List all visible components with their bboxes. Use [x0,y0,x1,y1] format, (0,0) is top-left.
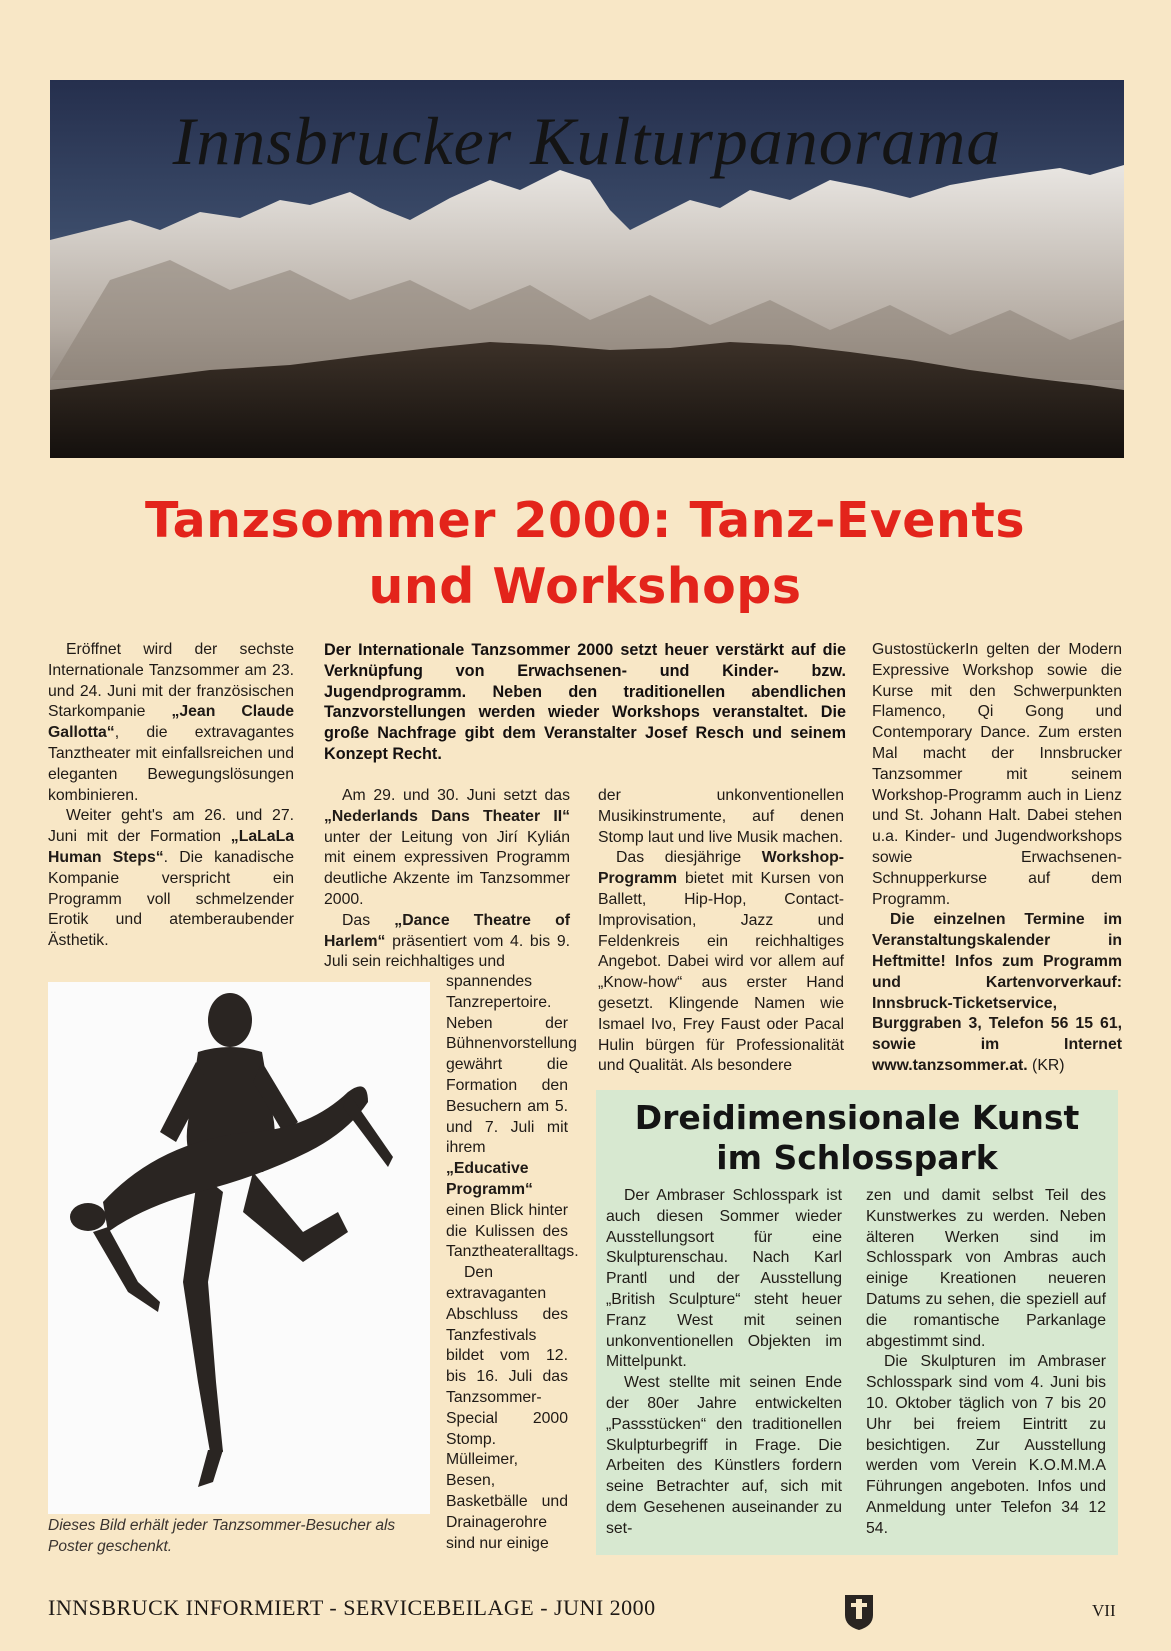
text: einen Blick hinter die Kulissen des Tanztheateralltags. [446,1201,579,1261]
dancers-illustration [48,982,430,1514]
paragraph: West stellte mit seinen Ende der 80er Jahre entwickelten „Passstücken“ den traditionellen Skulpturbegriff in Frage. Die Arbeiten des Künstlers fordern seine Betrachter auf, sich mit dem Gesehenen auseinander zu set- [606,1374,842,1537]
banner-title: Innsbrucker Kulturpanorama [172,103,1002,179]
highlight: Die einzelnen Termine im Veranstaltungskalender in Heftmitte! Infos zum Programm und Kartenvorverkauf: Innsbruck-Ticketservice, Burggraben 3, Telefon 56 15 61, sowie im Internet www.tanzsommer.at. [872,911,1122,1074]
headline [40,488,1130,620]
paragraph [598,848,844,1077]
box-column-right [866,1186,1106,1540]
headline-line-1: Tanzsommer 2000: Tanz-Events [144,492,1026,549]
paragraph: Den extravaganten Abschluss des Tanzfestivals bildet vom 12. bis 16. Juli das Tanzsommer-Special 2000 Stomp. Mülleimer, Besen, Basketbälle und Drainagerohre sind nur einige [446,1264,568,1552]
paragraph [872,910,1122,1076]
highlight: „Educative Programm“ [446,1160,533,1198]
text: (KR) [1027,1056,1065,1074]
article-column-4 [872,640,1122,1077]
dancers-photo [48,982,430,1514]
highlight: „Jean Claude Gallotta“ [48,703,294,742]
paragraph [446,972,579,1263]
text: Am 29. und 30. Juni setzt das [342,787,570,804]
paragraph [324,911,570,973]
box-column-left [606,1186,842,1540]
box-title [596,1098,1118,1178]
highlight: Workshop-Programm [598,849,844,888]
highlight: „LaLaLa Human Steps“ [48,828,294,866]
box-title-line-2: im Schlosspark [716,1138,998,1177]
headline-line-2: und Workshops [368,558,802,615]
paragraph [48,640,294,806]
article-column-3 [598,786,844,1077]
article-column-2 [324,786,570,973]
text: Das [342,911,395,929]
text: bietet mit Kursen von Ballett, Hip-Hop, Contact-Improvisation, Jazz und Feldenkreis ein reichhaltiges Angebot. Dabei wird vor allem auf „Know-how“ aus erster Hand gesetzt. Klingende Namen wie Ismael Ivo, Frey Faust oder Pacal Hulin bürgen für Professionalität und Qualität. Als besondere [598,870,844,1075]
text: Das diesjährige [616,849,762,867]
paragraph: der unkonventionellen Musikinstrumente, auf denen Stomp laut und live Musik machen. [598,787,844,846]
paragraph [324,786,570,911]
footer-publication: INNSBRUCK INFORMIERT - SERVICEBEILAGE - JUNI 2000 [48,1595,656,1620]
city-crest-icon [843,1593,875,1631]
text: . Die kanadische Kompanie verspricht ein Programm voll schmelzender Erotik und atemberaubender Ästhetik. [48,848,295,950]
highlight: „Dance Theatre of Harlem“ [324,911,570,950]
text: präsentiert vom 4. bis 9. Juli sein reichhaltiges und [324,932,570,971]
text: spannendes Tanzrepertoire. Neben der Bühnenvorstellung gewährt die Formation den Besuchern am 5. und 7. Juli mit ihrem [446,973,577,1157]
paragraph: Die Skulpturen im Ambraser Schlosspark sind vom 4. Juni bis 10. Oktober täglich von 7 bis 20 Uhr bei freiem Eintritt zu besichtigen. Zur Ausstellung werden vom Verein K.O.M.M.A Führungen angeboten. Infos und Anmeldung unter Telefon 34 12 54. [866,1353,1106,1537]
box-title-line-1: Dreidimensionale Kunst [634,1098,1080,1137]
page-number: VII [1092,1601,1116,1620]
banner-image [50,80,1124,458]
photo-caption: Dieses Bild erhält jeder Tanzsommer-Besucher als Poster geschenkt. [48,1517,396,1555]
article-lead: Der Internationale Tanzsommer 2000 setzt heuer verstärkt auf die Verknüpfung von Erwachsenen- und Kinder- bzw. Jugendprogramm. Neben den traditionellen abendlichen Tanzvorstellungen werden wieder Workshops veranstaltet. Die große Nachfrage gibt dem Veranstalter Josef Resch und seinem Konzept Recht. [324,641,846,763]
paragraph: Der Ambraser Schlosspark ist auch diesen Sommer wieder Ausstellungsort für eine Skulpturenschau. Nach Karl Prantl und der Ausstellung „British Sculpture“ steht heuer Franz West mit seinen unkonventionellen Objekten im Mittelpunkt. [606,1187,842,1371]
paragraph: GustostückerIn gelten der Modern Expressive Workshop sowie die Kurse mit den Schwerpunkten Flamenco, Qi Gong und Contemporary Dance. Zum ersten Mal macht der Innsbrucker Tanzsommer mit seinem Workshop-Programm auch in Lienz und St. Johann Halt. Dabei stehen u.a. Kinder- und Jugendworkshops sowie Erwachsenen-Schnupperkurse auf dem Programm. [872,641,1122,908]
text: Weiter geht's am 26. und 27. Juni mit der Formation [48,807,294,846]
text: unter der Leitung von Jirí Kylián mit einem expressiven Programm deutliche Akzente im Tanzsommer 2000. [324,828,570,908]
article-column-2-narrow [446,972,579,1554]
text: Eröffnet wird der sechste Internationale Tanzsommer am 23. und 24. Juni mit der französischen Starkompanie [48,641,294,721]
paragraph [48,806,294,952]
text: , die extravagantes Tanztheater mit einfallsreichen und eleganten Bewegungslösungen kombinieren. [48,724,294,804]
article-column-1 [48,640,294,952]
paragraph: zen und damit selbst Teil des Kunstwerkes zu werden. Neben älteren Werken sind im Schlosspark von Ambras auch einige Kreationen neueren Datums zu sehen, die speziell auf die romantische Parkanlage abgestimmt sind. [866,1187,1106,1350]
highlight: „Nederlands Dans Theater II“ [324,807,570,825]
